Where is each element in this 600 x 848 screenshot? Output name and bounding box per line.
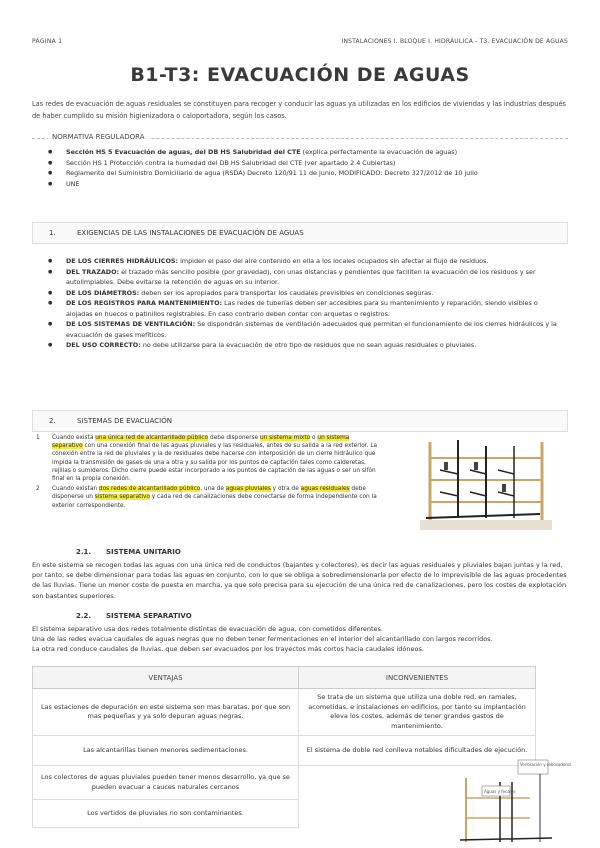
separative-system-diagram <box>460 758 572 844</box>
normativa-item: ● Sección HS 5 Evacuación de aguas, del DB HS Salubridad del CTE (explica perfectamente la evacuación de aguas) <box>48 147 560 158</box>
exigencia-item: ● DE LOS SISTEMAS DE VENTILACIÓN: Se dispondrán sistemas de ventilación adecuados que permitan el funcionamiento de los cierres hidráulicos y la evacuación de gases mefíticos. <box>48 319 560 340</box>
diagram-label-mid: Aguas y fecales <box>484 789 516 794</box>
inconveniente-cell: El sistema de doble red conlleva notables dificultades de ejecución. <box>299 736 536 766</box>
scanned-excerpt: 1 Cuando exista una única red de alcantarillado público debe disponerse un sistema mixto o un sistema separativo con una conexión final de las aguas pluviales y las residuales, antes de su salida a la red exterior. La conexión entre la red de pluviales y la de residuales debe hacerse con interposición de un cierre hidráulico que impida la transmisión de gases de una a otra y su salida por los puntos de captación tales como calderetas, rejillas o sumideros. Dicho cierre puede estar incorporado a los puntos de captación de las aguas o ser un sifón final en la propia conexión. 2 Cuando existan dos redes de alcantarillado público, una de aguas pluviales y otra de aguas residuales debe disponerse un sistema separativo y cada red de canalizaciones debe conectarse de forma independiente con la exterior correspondiente. <box>36 435 378 509</box>
section-2-number: 2. <box>49 417 56 425</box>
normativa-item: ● Reglamento del Suministro Domiciliario de agua (RSDA) Decreto 120/91 11 de junio, MODIFICADO: Decreto 327/2012 de 10 julio <box>48 168 560 179</box>
intro-paragraph: Las redes de evacuación de aguas residuales se constituyen para recoger y conducir las aguas ya utilizadas en los edificios de viviendas y las industrias después de haber cumplido su misión higienizadora o caloportadora, según los casos. <box>32 100 566 120</box>
page-title: B1-T3: EVACUACIÓN DE AGUAS <box>130 64 470 86</box>
normativa-list <box>48 147 560 189</box>
section-2-header <box>32 410 568 432</box>
section-1-number: 1. <box>49 229 56 237</box>
exigencia-item: ● DE LOS DIÁMETROS: deben ser los apropiados para transportar los caudales previsibles en condiciones seguras. <box>48 288 560 299</box>
section-1-header <box>32 222 568 244</box>
table-header-ventajas: VENTAJAS <box>33 667 299 689</box>
ventaja-cell: Las alcantarillas tienen menores sedimentaciones. <box>33 736 299 766</box>
ventaja-cell: Los colectores de aguas pluviales pueden tener menos desarrollo, ya que se pueden evacuar a cauces naturales cercanos <box>33 766 299 800</box>
exigencia-item: ● DE LOS REGISTROS PARA MANTENIMIENTO: Las redes de tuberías deben ser accesibles para su mantenimiento y reparación, siendo visibles o alojadas en huecos o patinillos registrables. En caso contrario deben contar con arquetas o registros. <box>48 298 560 319</box>
inconveniente-cell: Se trata de un sistema que utiliza una doble red, en ramales, acometidas, e instalaciones en edificios, por tanto su implantación eleva los costes, además de tener grandes gastos de mantenimiento. <box>299 689 536 736</box>
subsection-2-2-number: 2.2. <box>76 612 92 620</box>
ventaja-cell: Los vertidos de pluviales no son contaminantes. <box>33 800 299 828</box>
ventaja-cell: Las estaciones de depuración en este sistema son mas baratas, por que son mas pequeñas y ya solo depuran aguas negras. <box>33 689 299 736</box>
section-2-title: SISTEMAS DE EVACUACIÓN <box>77 417 172 425</box>
course-path: INSTALACIONES I. BLOQUE I. HIDRÁULICA - T3. EVACUACIÓN DE AGUAS <box>341 38 568 45</box>
exigencia-item: ● DEL USO CORRECTO: no debe utilizarse para la evacuación de otro tipo de residuos que no sean aguas residuales o pluviales. <box>48 340 560 351</box>
exigencia-item: ● DE LOS CIERRES HIDRÁULICOS: impiden el paso del aire contenido en ella a los locales ocupados sin afectar al flujo de residuos. <box>48 256 560 267</box>
normativa-item: ● Sección HS 1 Protección contra la humedad del DB HS Salubridad del CTE (ver apartado 2.4 Cubiertas) <box>48 158 560 169</box>
subsection-2-1-number: 2.1. <box>76 548 92 556</box>
building-drainage-diagram <box>420 434 552 530</box>
subsection-2-1-title: SISTEMA UNITARIO <box>106 548 181 556</box>
page-label: PÁGINA 1 <box>32 38 63 45</box>
exigencia-item: ● DEL TRAZADO: el trazado más sencillo posible (por gravedad), con unas distancias y pendientes que faciliten la evacuación de los residuos y ser autolimpiables. Debe evitarse la retención de aguas en su interior. <box>48 267 560 288</box>
section-1-title: EXIGENCIAS DE LAS INSTALACIONES DE EVACUACIÓN DE AGUAS <box>77 229 304 237</box>
unitario-paragraph: En este sistema se recogen todas las aguas con una única red de conductos (bajantes y colectores), es decir las aguas residuales y pluviales bajan juntas y la red, por tanto, se debe dimensionar para todas las aguas en conjunto, con lo que se obliga a sobredimensionarla por efecto de lo imprevisible de las aguas procedentes de las lluvias. Tiene un menor coste de puesta en marcha, ya que solo precisa para su ejecución de una única red de canalizaciones, pero los costes de explotación son bastantes superiores. <box>32 561 567 600</box>
normativa-heading: NORMATIVA REGULADORA <box>48 133 149 141</box>
exigencias-list <box>48 256 560 351</box>
normativa-item: ● UNE <box>48 179 560 190</box>
diagram-label-top: Ventilación y rebosaderos <box>520 762 572 767</box>
subsection-2-2-title: SISTEMA SEPARATIVO <box>106 612 192 620</box>
table-header-inconvenientes: INCONVENIENTES <box>299 667 536 689</box>
separativo-paragraph: El sistema separativo usa dos redes totalmente distintas de evacuación de agua, con cometidos diferentes. Una de las redes evacua caudales de aguas negras que no deben tener fermentaciones en el interior del alcantarillado con largos recorridos. La otra red conduce caudales de lluvias, que deben ser evacuados por los trayectos más cortos hacia caudales idóneos. <box>32 625 493 654</box>
